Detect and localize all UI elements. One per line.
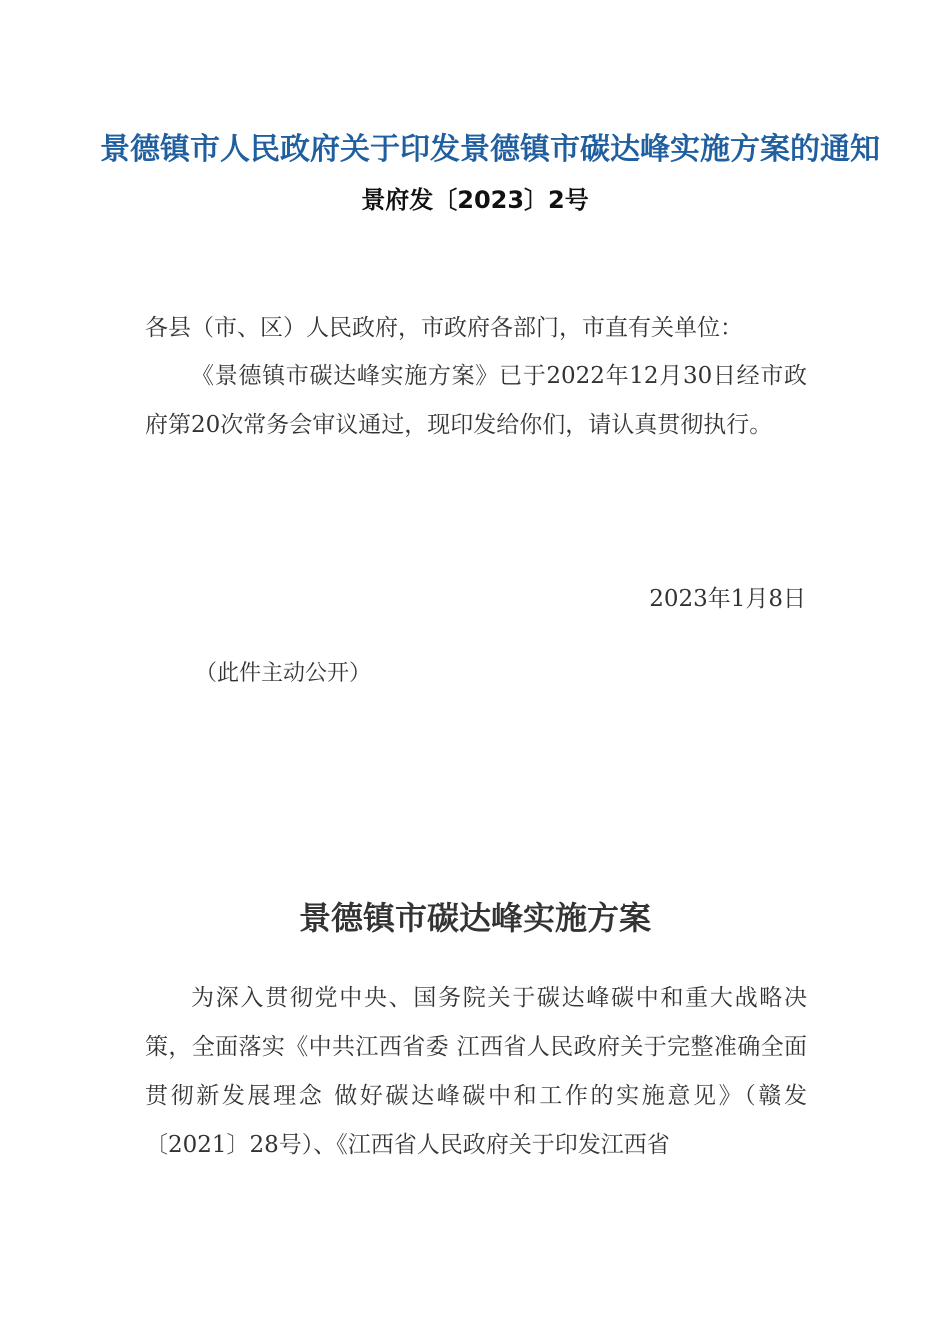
disclosure-note: （此件主动公开） [195,661,372,686]
notice-body: 《景德镇市碳达峰实施方案》已于2022年12月30日经市政府第20次常务会审议通过，现印发给你们，请认真贯彻执行。 [145,363,807,438]
document-number: 景府发〔2023〕2号 [361,186,589,214]
notice-title: 景德镇市人民政府关于印发景德镇市碳达峰实施方案的通知 [100,132,880,167]
salutation: 各县（市、区）人民政府，市政府各部门，市直有关单位： [145,315,743,341]
plan-title: 景德镇市碳达峰实施方案 [298,899,651,937]
issue-date: 2023年1月8日 [649,586,806,612]
plan-intro-paragraph: 为深入贯彻党中央、国务院关于碳达峰碳中和重大战略决策，全面落实《中共江西省委 江西省人民政府关于完整准确全面贯彻新发展理念 做好碳达峰碳中和工作的实施意见》（赣发〔2021〕28号）、《江西省人民政府关于印发江西省 [145,985,807,1158]
